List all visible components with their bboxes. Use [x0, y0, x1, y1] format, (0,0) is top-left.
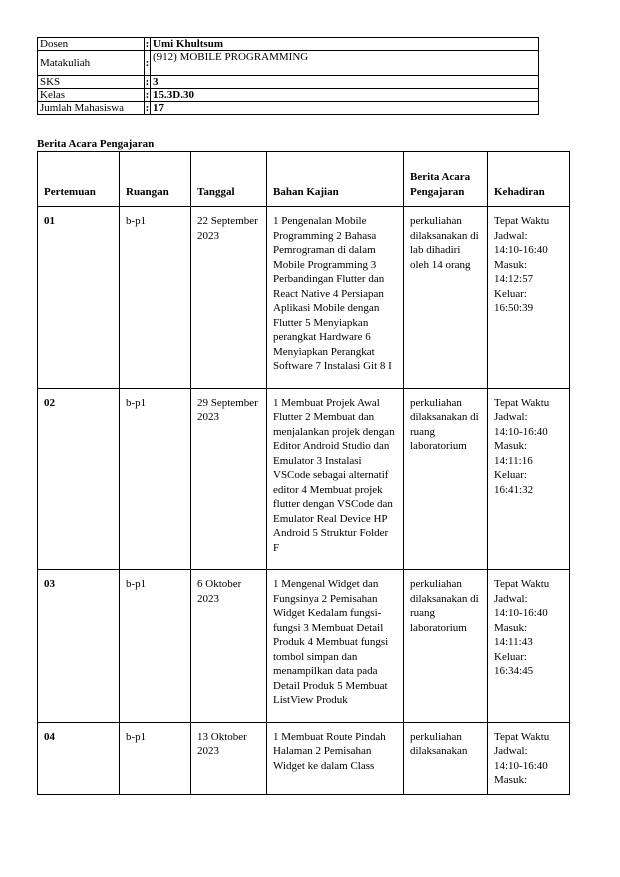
- kehadiran-status: Tepat Waktu: [494, 578, 550, 590]
- kehadiran-line: 14:10-16:40: [494, 759, 548, 772]
- cell-kehadiran: [488, 722, 570, 794]
- header-tanggal: Tanggal: [191, 152, 267, 207]
- info-row-jumlah-mahasiswa: [38, 102, 539, 115]
- header-ruangan: Ruangan: [120, 152, 191, 207]
- info-label: Kelas: [38, 89, 145, 102]
- info-colon: :: [145, 51, 151, 76]
- kehadiran-line: Masuk:: [494, 440, 527, 452]
- info-colon: :: [145, 102, 150, 114]
- table-row: [38, 207, 570, 389]
- header-pertemuan: Pertemuan: [38, 152, 120, 207]
- cell-berita-acara: perkuliahan dilaksanakan di lab dihadiri oleh 14 orang: [404, 207, 488, 389]
- cell-bahan-kajian: 1 Membuat Projek Awal Flutter 2 Membuat dan menjalankan projek dengan Editor Android Studio dan Emulator 3 Instalasi VSCode sebagai alternatif editor 4 Membuat projek flutter dengan VSCode dan Emulator Real Device HP Android 5 Struktur Folder F: [267, 388, 404, 570]
- cell-ruangan: b-p1: [120, 207, 191, 389]
- kehadiran-line: 14:10-16:40: [494, 607, 548, 619]
- info-label: Dosen: [38, 38, 145, 51]
- kehadiran-line: Jadwal:: [494, 592, 528, 605]
- table-row: [38, 388, 570, 570]
- info-label: Jumlah Mahasiswa: [38, 102, 145, 115]
- kehadiran-line: 16:34:45: [494, 665, 534, 677]
- cell-kehadiran: [488, 570, 570, 723]
- info-row-dosen: [38, 38, 539, 51]
- kehadiran-line: 14:12:57: [494, 273, 534, 285]
- teaching-log-table: [37, 151, 570, 795]
- cell-tanggal: 13 Oktober 2023: [191, 722, 267, 794]
- info-colon: :: [145, 89, 150, 101]
- kehadiran-line: 14:11:16: [494, 454, 533, 467]
- cell-bahan-kajian: 1 Pengenalan Mobile Programming 2 Bahasa Pemrograman di dalam Mobile Programming 3 Perbandingan Flutter dan React Native 4 Persiapan Aplikasi Mobile dengan Flutter 5 Menyiapkan perangkat Hardware 6 Menyiapkan Perangkat Software 7 Instalasi Git 8 I: [267, 207, 404, 389]
- info-row-matakuliah: [38, 51, 539, 76]
- kehadiran-line: Jadwal:: [494, 411, 528, 423]
- kehadiran-line: Keluar:: [494, 287, 527, 300]
- header-bahan-kajian: Bahan Kajian: [267, 152, 404, 207]
- header-berita-acara: Berita Acara Pengajaran: [404, 152, 488, 207]
- cell-bahan-kajian: 1 Membuat Route Pindah Halaman 2 Pemisahan Widget ke dalam Class: [267, 722, 404, 794]
- cell-bahan-kajian: 1 Mengenal Widget dan Fungsinya 2 Pemisahan Widget Kedalam fungsi-fungsi 3 Membuat Detail Produk 4 Membuat fungsi tombol simpan dan menampilkan data pada Detail Produk 5 Membuat ListView Produk: [267, 570, 404, 723]
- kehadiran-line: 14:10-16:40: [494, 244, 548, 256]
- kehadiran-line: Keluar:: [494, 469, 527, 481]
- cell-kehadiran: [488, 388, 570, 570]
- kehadiran-line: 16:50:39: [494, 302, 534, 314]
- cell-kehadiran: [488, 207, 570, 389]
- info-row-kelas: [38, 89, 539, 102]
- cell-pertemuan: 03: [38, 570, 120, 723]
- cell-ruangan: b-p1: [120, 570, 191, 723]
- table-row: [38, 722, 570, 794]
- cell-ruangan: b-p1: [120, 388, 191, 570]
- info-value: Umi Khultsum: [151, 38, 539, 51]
- kehadiran-line: Masuk:: [494, 774, 527, 786]
- cell-tanggal: 6 Oktober 2023: [191, 570, 267, 723]
- kehadiran-status: Tepat Waktu: [494, 396, 550, 409]
- kehadiran-status: Tepat Waktu: [494, 215, 550, 227]
- kehadiran-line: 14:10-16:40: [494, 425, 548, 438]
- cell-pertemuan: 02: [38, 388, 120, 570]
- kehadiran-line: Keluar:: [494, 650, 527, 663]
- section-title: Berita Acara Pengajaran: [37, 138, 155, 150]
- kehadiran-line: Masuk:: [494, 621, 527, 634]
- info-label: SKS: [38, 76, 145, 89]
- header-kehadiran: Kehadiran: [488, 152, 570, 207]
- table-row: [38, 570, 570, 723]
- cell-pertemuan: 04: [38, 722, 120, 794]
- info-label: Matakuliah: [38, 51, 145, 76]
- course-info-table: [37, 37, 539, 115]
- cell-berita-acara: perkuliahan dilaksanakan di ruang laboratorium: [404, 570, 488, 723]
- cell-tanggal: 22 September 2023: [191, 207, 267, 389]
- info-colon: :: [145, 38, 150, 50]
- info-value: 3: [151, 76, 539, 89]
- info-row-sks: [38, 76, 539, 89]
- info-value: 15.3D.30: [151, 89, 539, 102]
- kehadiran-line: 14:11:43: [494, 636, 533, 648]
- cell-tanggal: 29 September 2023: [191, 388, 267, 570]
- cell-berita-acara: perkuliahan dilaksanakan di ruang laboratorium: [404, 388, 488, 570]
- cell-berita-acara: perkuliahan dilaksanakan: [404, 722, 488, 794]
- info-value: (912) MOBILE PROGRAMMING: [151, 51, 539, 76]
- info-colon: :: [145, 76, 150, 88]
- kehadiran-line: Jadwal:: [494, 745, 528, 757]
- kehadiran-line: Masuk:: [494, 258, 527, 271]
- kehadiran-line: 16:41:32: [494, 483, 534, 496]
- cell-pertemuan: 01: [38, 207, 120, 389]
- kehadiran-status: Tepat Waktu: [494, 730, 550, 743]
- kehadiran-line: Jadwal:: [494, 229, 528, 242]
- info-value: 17: [151, 102, 539, 115]
- cell-ruangan: b-p1: [120, 722, 191, 794]
- table-header-row: [38, 152, 570, 207]
